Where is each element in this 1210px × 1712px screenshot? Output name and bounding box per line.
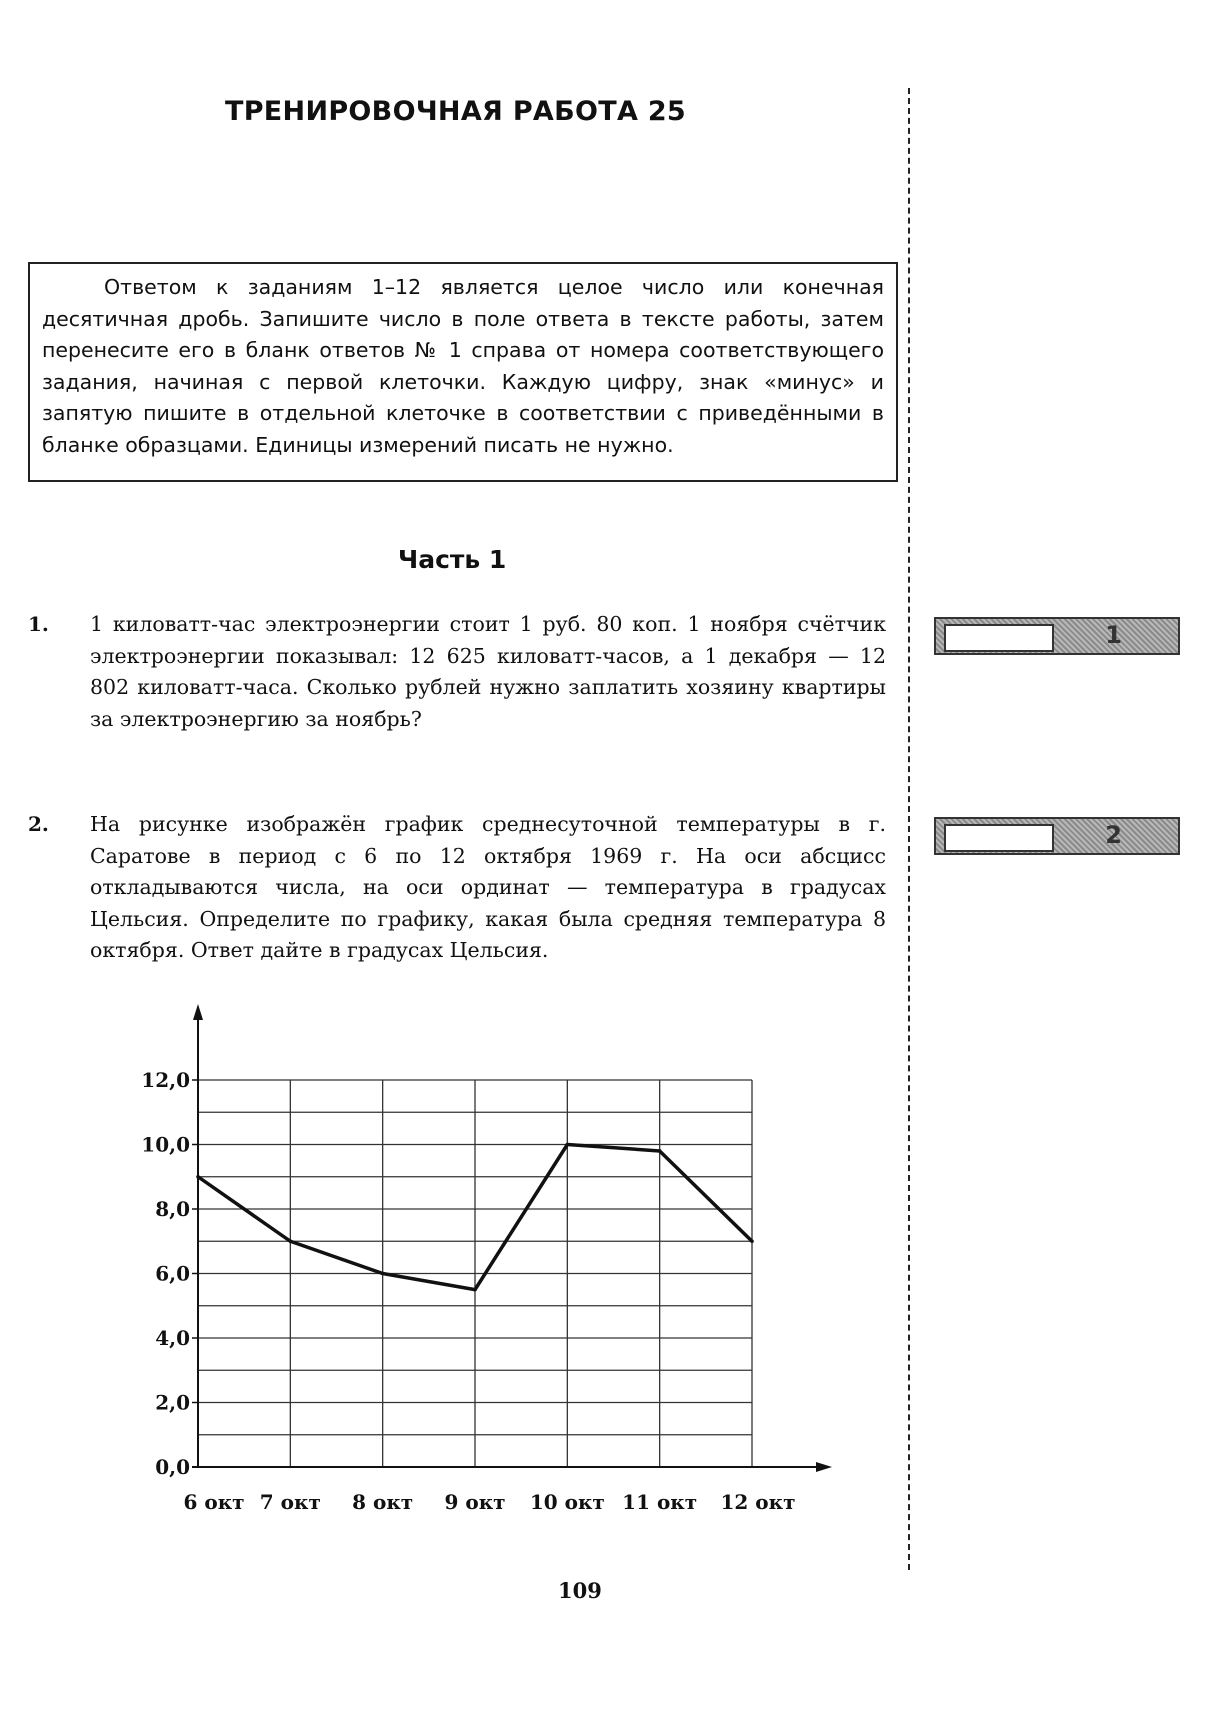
chart-grid <box>198 1080 752 1467</box>
data-point <box>750 1239 754 1243</box>
chart-ticks <box>141 1068 795 1514</box>
x-tick-label: 7 окт <box>259 1490 321 1514</box>
x-tick-label: 12 окт <box>720 1490 796 1514</box>
x-tick-label: 6 окт <box>183 1490 245 1514</box>
y-tick-label: 8,0 <box>155 1197 190 1221</box>
data-point <box>658 1149 662 1153</box>
task-2-number: 2. <box>28 812 49 836</box>
x-axis-arrow <box>816 1462 832 1472</box>
page-title: ТРЕНИРОВОЧНАЯ РАБОТА 25 <box>225 96 687 127</box>
task-1-number: 1. <box>28 612 49 636</box>
data-point <box>381 1272 385 1276</box>
y-tick-label: 4,0 <box>155 1326 190 1350</box>
task-1-answer-label: 1 <box>1105 621 1122 649</box>
x-tick-label: 8 окт <box>352 1490 414 1514</box>
data-point <box>566 1143 570 1147</box>
x-tick-label: 10 окт <box>529 1490 605 1514</box>
data-point <box>473 1288 477 1292</box>
task-2-text: На рисунке изображён график среднесуточной температуры в г. Саратове в период с 6 по 12 октября 1969 г. На оси абсцисс откладываются числа, на оси ординат — температура в градусах Цельсия. Определите по графику, какая была средняя температура 8 октября. Ответ дайте в градусах Цельсия. <box>90 812 886 962</box>
y-tick-label: 6,0 <box>155 1261 190 1286</box>
data-point <box>289 1239 293 1243</box>
task-2-answer-label: 2 <box>1105 821 1122 849</box>
x-tick-label: 9 окт <box>444 1490 506 1514</box>
y-tick-label: 12,0 <box>141 1068 190 1092</box>
x-tick-label: 11 окт <box>622 1490 698 1514</box>
y-tick-label: 10,0 <box>141 1132 190 1157</box>
y-tick-label: 2,0 <box>155 1390 190 1415</box>
data-point <box>196 1175 200 1179</box>
y-axis-arrow <box>193 1004 203 1020</box>
instructions-box: Ответом к заданиям 1–12 является целое число или конечная десятичная дробь. Запишите число в поле ответа в тексте работы, затем перенесите его в бланк ответов № 1 справа от номера соответствующего задания, начиная с первой клеточки. Каждую цифру, знак «минус» и запятую пишите в отдельной клеточке в соответствии с приведёнными в бланке образцами. Единицы измерений писать не нужно. <box>28 262 898 482</box>
page-number: 109 <box>558 1578 602 1603</box>
part-title: Часть 1 <box>398 545 507 574</box>
task-1-text: 1 киловатт-час электроэнергии стоит 1 руб. 80 коп. 1 ноября счётчик электроэнергии показывал: 12 625 киловатт-часов, а 1 декабря — 12 802 киловатт-часа. Сколько рублей нужно заплатить хозяину квартиры за электроэнергию за ноябрь? <box>90 612 886 731</box>
y-tick-label: 0,0 <box>155 1455 190 1479</box>
